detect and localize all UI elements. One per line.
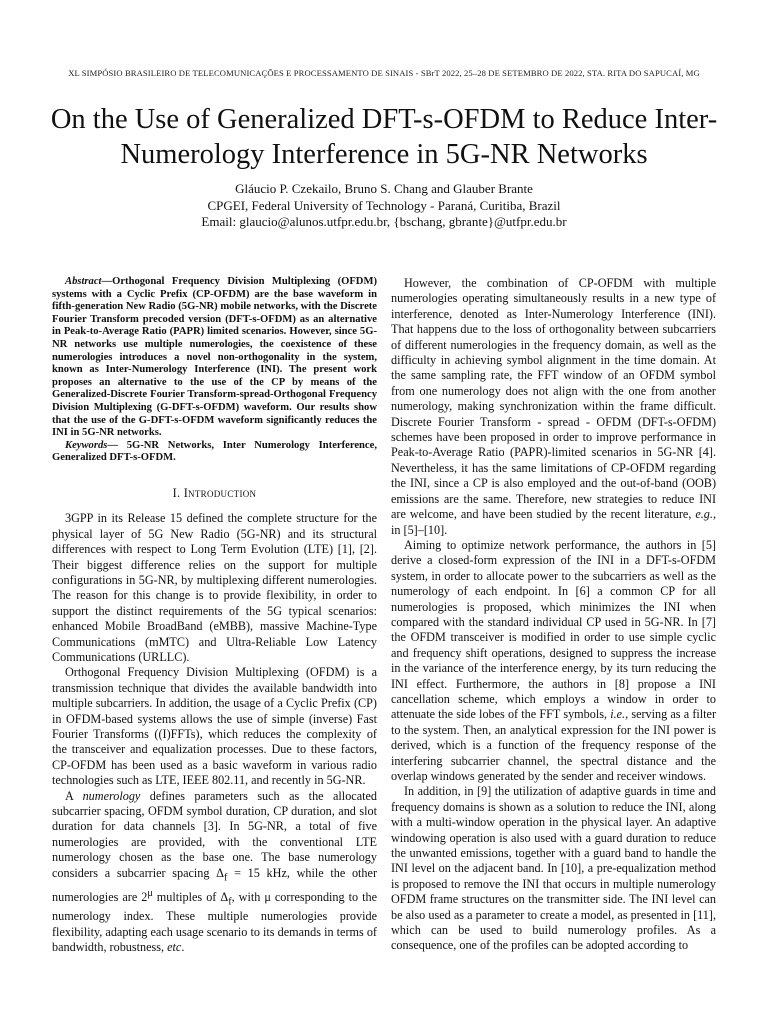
text-run: A	[65, 788, 83, 803]
right-column	[391, 276, 716, 954]
text-run: multiples of Δ	[152, 889, 229, 904]
abstract-lead: Abstract	[65, 276, 102, 287]
author-affiliation: CPGEI, Federal University of Technology - Paraná, Curitiba, Brazil	[207, 197, 561, 213]
keywords-lead: Keywords	[65, 439, 108, 451]
abstract	[52, 276, 377, 440]
text-run: However, the combination of CP-OFDM with multiple numerologies operating simultaneously results in a new type of interference, denoted as Inter-Numerology Interference (INI). That happens due to the loss of orthogonality between subcarriers of different numerologies in the frequency domain, as well as the difficulty in achieving symbol alignment in the time domain. At the same sampling rate, the FFT window of an OFDM symbol from one numerology does not align with the one from another numerology, making synchronization within the frame difficult. Discrete Fourier Transform - spread - OFDM (DFT-s-OFDM) schemes have been proposed in order to improve performance in Peak-to-Average Ratio (PAPR)-limited scenarios in 5G-NR [4]. Nevertheless, it has the same limitations of CP-OFDM regarding the INI, since a CP is also employed and the out-of-band (OOB) emissions are the same. Therefore, new strategies to reduce INI are welcome, and have been studied by the recent literature,	[391, 276, 716, 522]
emphasis-numerology: numerology	[82, 788, 141, 803]
author-block	[0, 181, 768, 231]
math-subscript: f	[224, 872, 228, 884]
intro-paragraph-2: Orthogonal Frequency Division Multiplexing (OFDM) is a transmission technique that divides the available bandwidth into multiple subcarriers. In addition, the usage of a Cyclic Prefix (CP) in OFDM-based systems allows the use of simple (inverse) Fast Fourier Transforms ((I)FFTs), which reduces the complexity of the transceiver and equalization processes. Due to these factors, CP-OFDM has been used as a basic waveform in various radio technologies such as LTE, IEEE 802.11, and recently in 5G-NR.	[52, 665, 377, 788]
abstract-text: —Orthogonal Frequency Division Multiplexing (OFDM) systems with a Cyclic Prefix (CP-OFDM) are the base waveform in fifth-generation New Radio (5G-NR) mobile networks, with the Discrete Fourier Transform precoded version (DFT-s-OFDM) as an alternative in Peak-to-Average Ratio (PAPR) limited scenarios. However, since 5G-NR networks use multiple numerologies, the coexistence of these numerologies introduces a novel non-orthogonality in the system, known as Inter-Numerology Interference (INI). The present work proposes an alternative to the use of the CP by means of the Generalized-Discrete Fourier Transform-spread-Orthogonal Frequency Division Multiplexing (G-DFT-s-OFDM) waveform. Our results show that the use of the G-DFT-s-OFDM waveform significantly reduces the INI in 5G-NR networks.	[52, 276, 377, 439]
text-run: , in [5]–[10].	[391, 507, 716, 537]
emphasis-etc: etc	[167, 940, 182, 955]
author-email: Email: glaucio@alunos.utfpr.edu.br, {bschang, gbrante}@utfpr.edu.br	[201, 214, 567, 229]
text-run: , with μ corresponding to the numerology index. These multiple numerologies provide flexibility, adapting each usage scenario to its demands in terms of bandwidth, robustness,	[52, 889, 378, 955]
intro-paragraph-numerology	[52, 789, 377, 956]
math-superscript: μ	[147, 887, 153, 899]
intro-paragraph-ini	[391, 276, 716, 538]
intro-paragraph-adaptive-guards: In addition, in [9] the utilization of adaptive guards in time and frequency domains is shown as a solution to reduce the INI, along with a multi-window operation in the physical layer. An adaptive windowing operation is also used with a guard duration to reduce the unwanted emissions, together with a guard band to handle the INI level on the adjacent band. In [10], a pre-equalization method is proposed to remove the INI that occurs in multiple numerology OFDM frame structures on the transmitter side. The INI level can be also used as a parameter to create a model, as presented in [11], which can be used to build numerology profiles. As a consequence, one of the profiles can be adopted according to	[391, 784, 716, 953]
text-run: Aiming to optimize network performance, the authors in [5] derive a closed-form expression of the INI in a DFT-s-OFDM system, in order to allocate power to the subcarriers as well as the numerology of each endpoint. In [6] a common CP for all numerologies is proposed, which minimizes the INI when compared with the standard individual CP used in 5G-NR. In [7] the OFDM transceiver is modified in order to use simple cyclic and frequency shift operations, designed to suppress the increase in the variance of the interference energy, by its turn reducing the INI effect. Furthermore, the authors in [8] propose a INI cancellation scheme, which employs a window in order to attenuate the side lobes of the FFT symbols,	[391, 537, 716, 722]
running-head: XL SIMPÓSIO BRASILEIRO DE TELECOMUNICAÇÕES E PROCESSAMENTO DE SINAIS - SBrT 2022, 25–28 DE SETEMBRO DE 2022, STA. RITA DO SAPUCAÍ, MG	[68, 68, 700, 78]
text-run: .	[181, 940, 185, 955]
text-run: , serving as a filter to the system. Then, an analytical expression for the INI power is derived, which is a function of the frequency response of the interfering subcarrier channel, the spectral distance and the overlap windows generated by the sender and receiver windows.	[391, 707, 716, 783]
author-names: Gláucio P. Czekailo, Bruno S. Chang and Glauber Brante	[235, 181, 533, 196]
paper-title: On the Use of Generalized DFT-s-OFDM to Reduce Inter-Numerology Interference in 5G-NR Networks	[50, 104, 718, 170]
emphasis-eg: e.g.	[695, 507, 713, 522]
keywords-text: — 5G-NR Networks, Inter Numerology Interference, Generalized DFT-s-OFDM.	[52, 439, 377, 464]
keywords	[52, 440, 377, 465]
math-subscript: f	[228, 896, 232, 907]
intro-paragraph-related-work	[391, 538, 716, 785]
intro-paragraph-1: 3GPP in its Release 15 defined the complete structure for the physical layer of 5G New Radio (5G-NR) and its structural differences with respect to Long Term Evolution (LTE) [1], [2]. Their biggest difference relies on the support for multiple configurations in 5G-NR, by multiplexing different numerologies. The reason for this change is to provide flexibility, in order to support the distinct requirements of the 5G typical scenarios: enhanced Mobile BroadBand (eMBB), massive Machine-Type Communications (mMTC) and Ultra-Reliable Low Latency Communications (URLLC).	[52, 511, 377, 664]
left-column	[52, 276, 377, 956]
text-run: = 15 kHz, while the other numerologies are 2	[52, 865, 377, 904]
section-heading-introduction: I. Introduction	[172, 485, 257, 500]
text-run: defines parameters such as the allocated subcarrier spacing, OFDM symbol duration, CP duration, and slot duration for data channels [3]. In 5G-NR, a total of five numerologies are provided, with the conventional LTE numerology chosen as the base one. The base numerology considers a subcarrier spacing Δ	[52, 788, 377, 880]
emphasis-ie: i.e.	[610, 707, 626, 722]
